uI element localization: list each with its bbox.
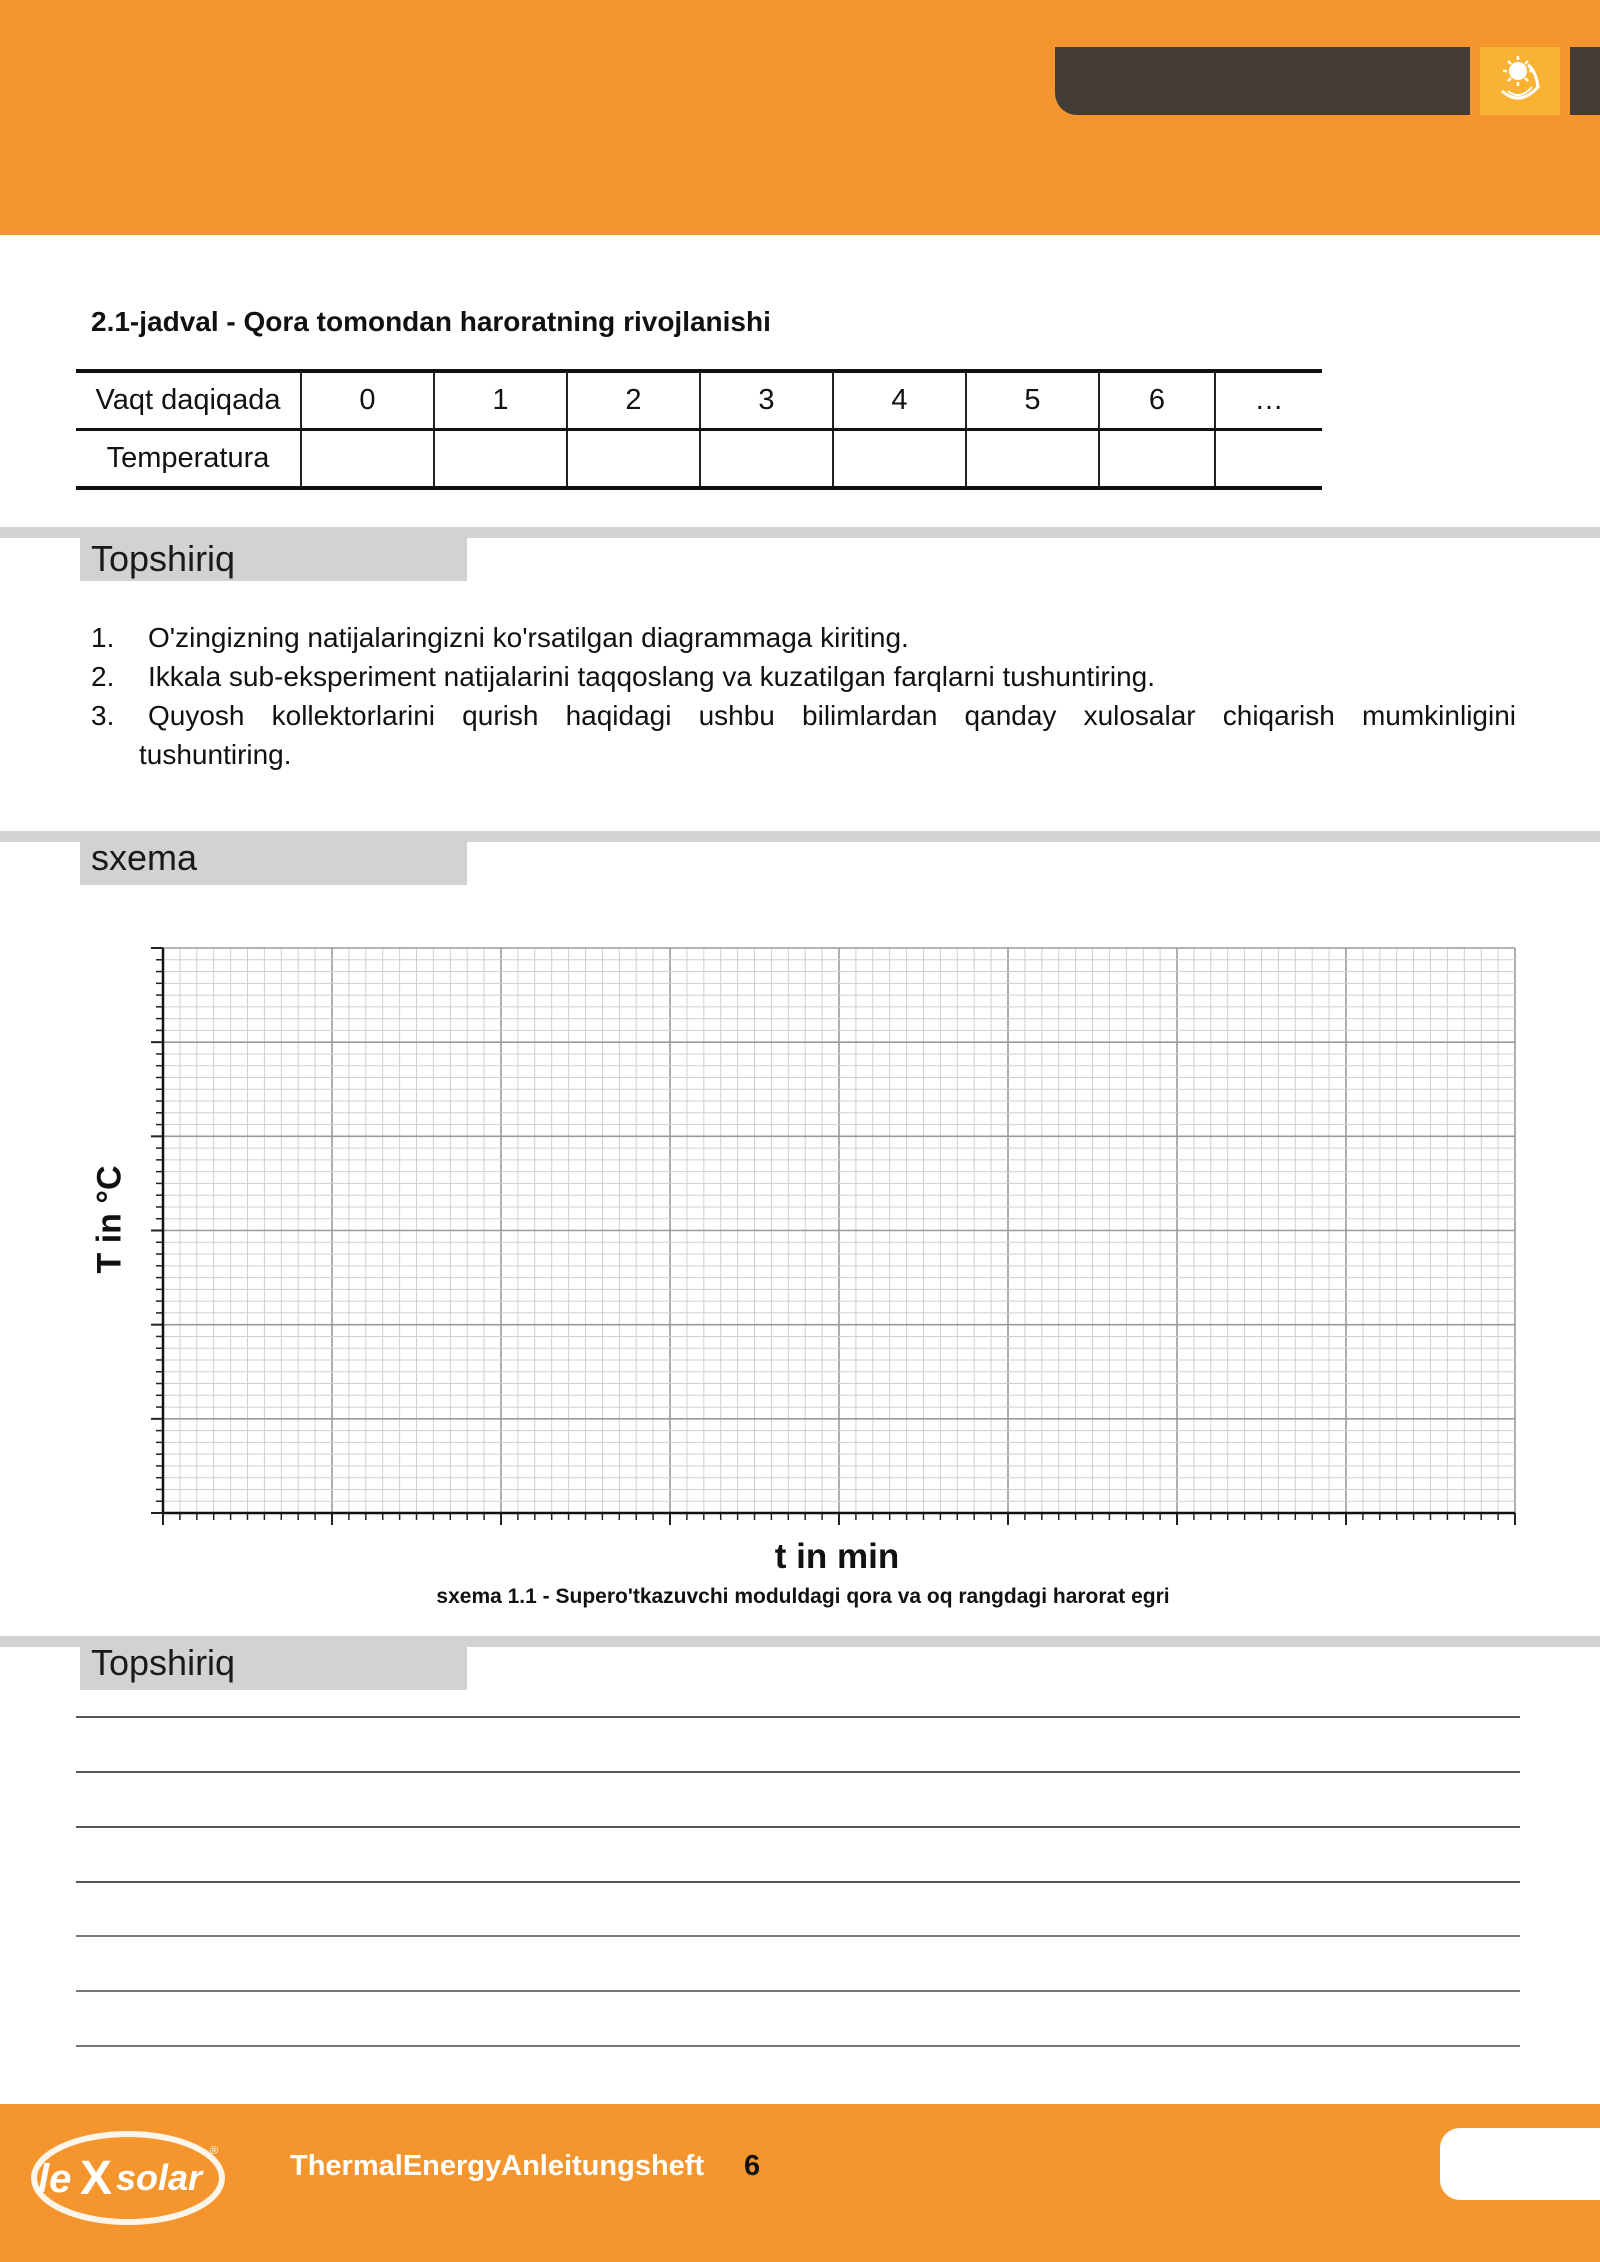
time-cell: 3 — [700, 371, 833, 430]
section-tab — [80, 1642, 467, 1690]
svg-text:le: le — [38, 2157, 72, 2201]
time-cell: 0 — [301, 371, 434, 430]
chart-caption: sxema 1.1 - Supero'tkazuvchi moduldagi qora va oq rangdagi harorat egri — [436, 1585, 1170, 1608]
section-title: Topshiriq — [91, 1642, 236, 1683]
task-number: 2. — [91, 661, 115, 692]
time-cell: 6 — [1099, 371, 1215, 430]
time-cell: 5 — [966, 371, 1099, 430]
svg-text:solar: solar — [116, 2157, 203, 2198]
y-axis-label: T in °C — [90, 1165, 129, 1274]
time-cell: … — [1215, 371, 1322, 430]
answer-line[interactable] — [76, 2045, 1520, 2047]
answer-line[interactable] — [76, 1990, 1520, 1992]
section-title: sxema — [91, 837, 198, 878]
time-cell: 4 — [833, 371, 966, 430]
x-axis-label: t in min — [774, 1537, 900, 1576]
row-label-time: Vaqt daqiqada — [76, 371, 301, 430]
lexsolar-logo — [30, 2128, 230, 2230]
task-number: 3. — [91, 700, 115, 731]
footer-white-box — [1440, 2128, 1600, 2200]
task-number: 1. — [91, 622, 115, 653]
table-title: 2.1-jadval - Qora tomondan haroratning rivojlanishi — [91, 306, 771, 337]
page-number: 6 — [744, 2150, 761, 2182]
answer-line[interactable] — [76, 1935, 1520, 1937]
answer-line[interactable] — [76, 1881, 1520, 1883]
row-label-temperature: Temperatura — [76, 430, 301, 489]
svg-text:X: X — [80, 2152, 113, 2205]
answer-line[interactable] — [76, 1771, 1520, 1773]
answer-line[interactable] — [76, 1826, 1520, 1828]
time-cell: 2 — [567, 371, 700, 430]
task-text: O'zingizning natijalaringizni ko'rsatilgan diagrammaga kiriting. — [148, 622, 909, 653]
section-title: Topshiriq — [91, 538, 236, 579]
answer-line[interactable] — [76, 1716, 1520, 1718]
page-footer — [0, 2104, 1600, 2262]
time-cell: 1 — [434, 371, 567, 430]
svg-text:®: ® — [210, 2145, 219, 2157]
footer-document-title: ThermalEnergyAnleitungsheft — [290, 2150, 705, 2182]
task-text: Ikkala sub-eksperiment natijalarini taqqoslang va kuzatilgan farqlarni tushuntiring. — [148, 661, 1156, 692]
task-text: Quyosh kollektorlarini qurish haqidagi ushbu bilimlardan qanday xulosalar chiqarish mumkinligini — [148, 700, 1516, 731]
task-text-continued: tushuntiring. — [139, 739, 292, 770]
